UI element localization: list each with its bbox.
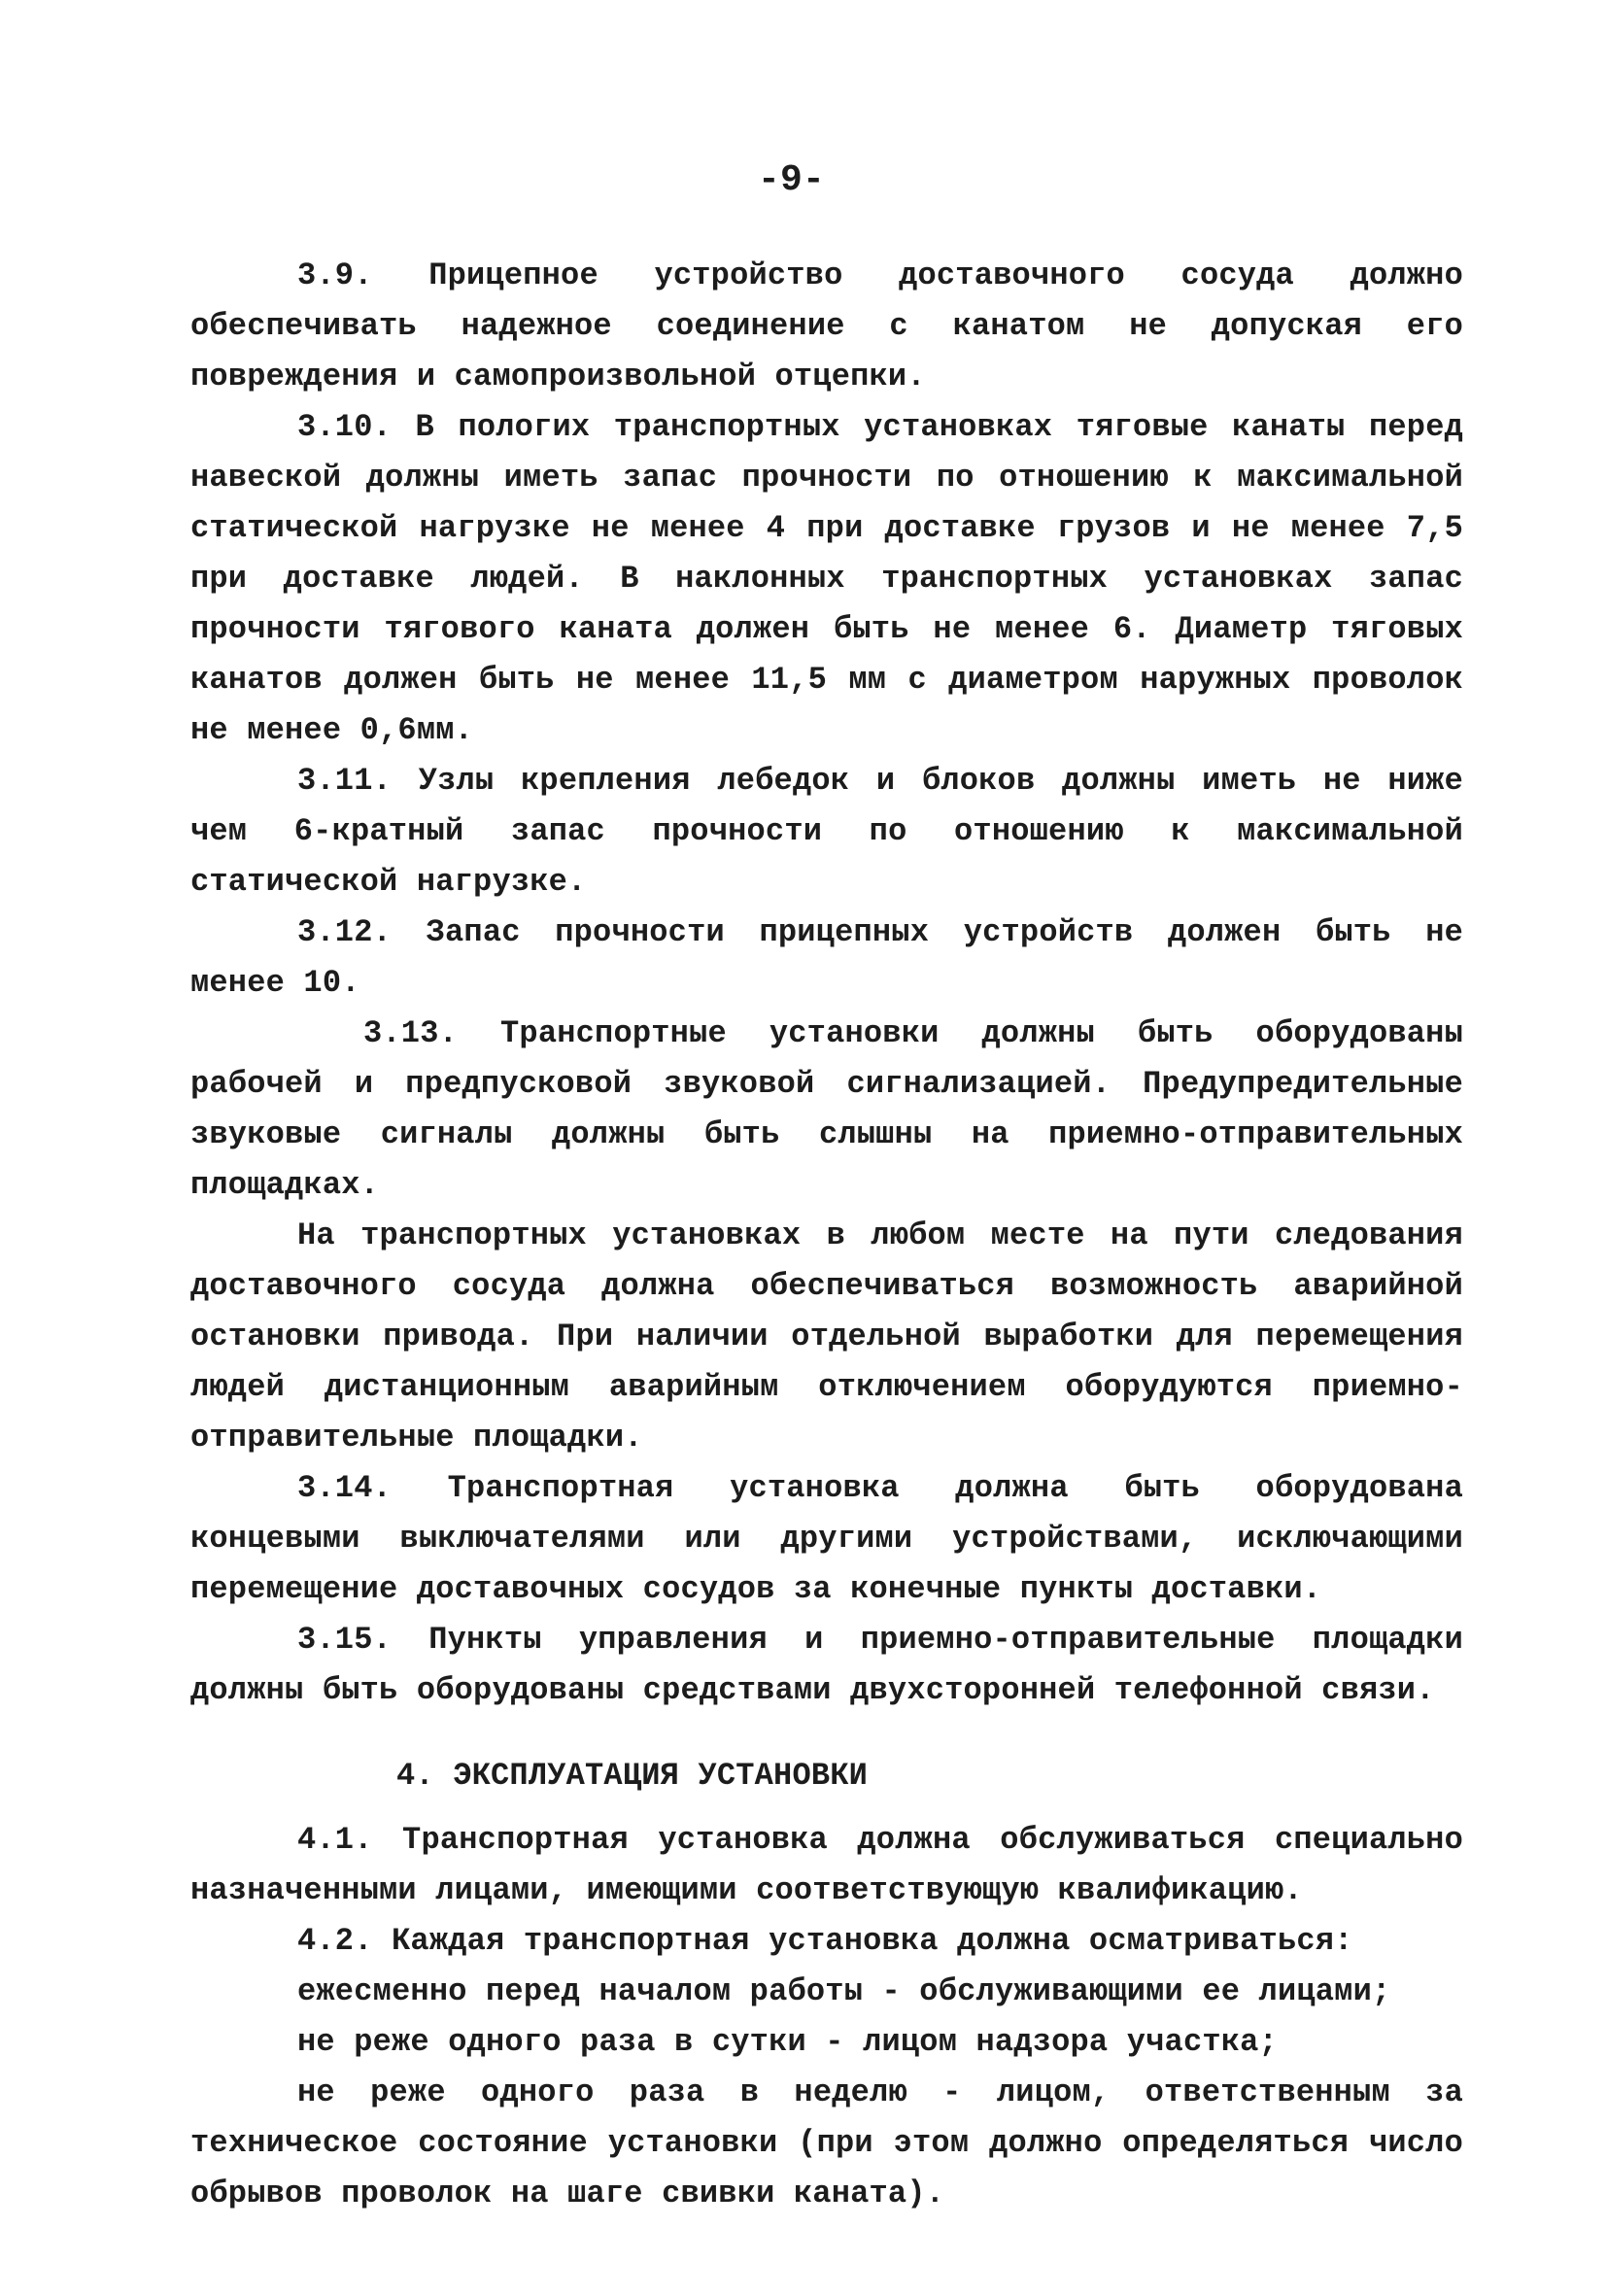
paragraph-3-14: 3.14. Транспортная установка должна быть оборудована концевыми выключателями или другими устройствами, исключающими перемещение доставочных сосудов за конечные пункты доставки. xyxy=(190,1470,1463,1607)
paragraph-4-2: 4.2. Каждая транспортная установка должна осматриваться: xyxy=(297,1923,1353,1959)
paragraph-3-10: 3.10. В пологих транспортных установках тяговые канаты перед навеской должны иметь запас прочности по отношению к максимальной статической нагрузке не менее 4 при доставке грузов и не менее 7,5 при доставке людей. В наклонных транспортных установках запас прочности тягового каната должен быть не менее 6. Диаметр тяговых канатов должен быть не менее 11,5 мм с диаметром наружных проволок не менее 0,6мм. xyxy=(190,409,1463,748)
paragraph-3-15: 3.15. Пункты управления и приемно-отправительные площадки должны быть оборудованы средствами двухсторонней телефонной связи. xyxy=(190,1622,1463,1708)
inspection-item-shift: ежесменно перед началом работы - обслуживающими ее лицами; xyxy=(297,1973,1391,2009)
document-body xyxy=(190,251,1463,2219)
paragraph-emergency-stop: На транспортных установках в любом месте на пути следования доставочного сосуда должна обеспечиваться возможность аварийной остановки привода. При наличии отдельной выработки для перемещения людей дистанционным аварийным отключением оборудуются приемно-отправительные площадки. xyxy=(190,1217,1463,1456)
paragraph-3-12: 3.12. Запас прочности прицепных устройств должен быть не менее 10. xyxy=(190,914,1463,1001)
section-heading: 4. ЭКСПЛУАТАЦИЯ УСТАНОВКИ xyxy=(396,1758,869,1794)
page-number: -9- xyxy=(758,159,826,201)
paragraph-4-1: 4.1. Транспортная установка должна обслуживаться специально назначенными лицами, имеющими соответствующую квалификацию. xyxy=(190,1822,1463,1908)
paragraph-3-13: 3.13. Транспортные установки должны быть оборудованы рабочей и предпусковой звуковой сигнализацией. Предупредительные звуковые сигналы должны быть слышны на приемно-отправительных площадках. xyxy=(190,1015,1463,1203)
inspection-item-weekly: не реже одного раза в неделю - лицом, ответственным за техническое состояние установки (при этом должно определяться число обрывов проволок на шаге свивки каната). xyxy=(190,2074,1463,2211)
paragraph-3-11: 3.11. Узлы крепления лебедок и блоков должны иметь не ниже чем 6-кратный запас прочности по отношению к максимальной статической нагрузке. xyxy=(190,763,1463,900)
paragraph-3-9: 3.9. Прицепное устройство доставочного сосуда должно обеспечивать надежное соединение с канатом не допуская его повреждения и самопроизвольной отцепки. xyxy=(190,257,1463,394)
inspection-item-daily: не реже одного раза в сутки - лицом надзора участка; xyxy=(297,2024,1278,2060)
